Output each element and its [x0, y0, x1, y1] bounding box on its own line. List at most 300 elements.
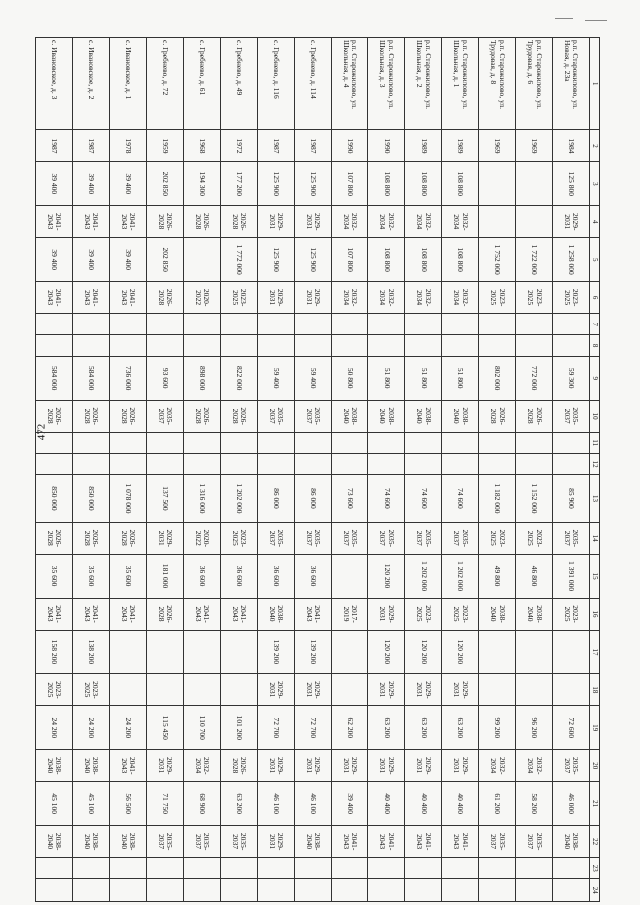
table-cell: 108 800	[368, 162, 405, 206]
table-cell: 2029-2031	[405, 750, 442, 782]
table-cell	[183, 238, 220, 282]
table-cell: 2032-2034	[479, 750, 516, 782]
table-cell	[110, 879, 147, 902]
table-cell: 2026-2028	[110, 400, 147, 432]
table-cell: 2023-2025	[516, 282, 553, 314]
table-cell: 108 800	[368, 238, 405, 282]
table-cell: 584 000	[36, 356, 73, 400]
table-cell	[479, 314, 516, 335]
table-cell: 59 400	[294, 356, 331, 400]
table-cell	[220, 858, 257, 879]
column-number: 5	[590, 238, 600, 282]
table-cell: 120 200	[442, 630, 479, 674]
table-cell	[516, 879, 553, 902]
table-cell: 2029-2031	[405, 674, 442, 706]
table-cell: 46 000	[553, 782, 590, 826]
table-row	[553, 38, 590, 902]
table-cell: 2026-2028	[516, 400, 553, 432]
table-cell	[146, 858, 183, 879]
table-cell: 51 800	[405, 356, 442, 400]
table-cell: 2029-2031	[331, 750, 368, 782]
table-cell: 202 850	[146, 162, 183, 206]
table-cell	[479, 432, 516, 453]
column-number: 18	[590, 674, 600, 706]
table-cell: 898 000	[183, 356, 220, 400]
table-cell	[553, 630, 590, 674]
table-cell: 108 800	[405, 238, 442, 282]
table-row	[479, 38, 516, 902]
table-cell	[220, 335, 257, 356]
table-cell	[479, 206, 516, 238]
table-cell	[146, 674, 183, 706]
table-cell: 1969	[479, 130, 516, 162]
table-cell: 2032-2034	[331, 282, 368, 314]
table-cell: 2035-2037	[553, 400, 590, 432]
table-cell: 2038-2040	[368, 400, 405, 432]
table-cell: 1 202 000	[220, 475, 257, 522]
table-cell: 2023-2025	[220, 282, 257, 314]
table-cell: 2029-2031	[257, 826, 294, 858]
table-cell: 2029-2031	[146, 522, 183, 554]
table-cell	[331, 314, 368, 335]
table-cell: 2029-2031	[368, 674, 405, 706]
table-cell: 1 202 000	[442, 554, 479, 598]
table-cell	[479, 858, 516, 879]
table-cell: 2038-2040	[36, 750, 73, 782]
table-cell: 2035-2037	[405, 522, 442, 554]
table-cell: 2035-2037	[294, 400, 331, 432]
table-cell	[368, 879, 405, 902]
table-cell: 2041-2043	[442, 826, 479, 858]
table-cell: 120 200	[405, 630, 442, 674]
table-cell: 45 100	[73, 782, 110, 826]
table-cell: 2038-2040	[479, 598, 516, 630]
table-cell	[442, 335, 479, 356]
table-cell	[183, 453, 220, 474]
table-row	[257, 38, 294, 902]
table-cell: 2020-2022	[183, 282, 220, 314]
table-cell: 63 200	[368, 706, 405, 750]
table-cell	[331, 674, 368, 706]
table-cell: 99 200	[479, 706, 516, 750]
address-cell: р.п. Старожилово, ул. Школьная, д. 2	[405, 38, 442, 130]
table-cell	[110, 453, 147, 474]
table-cell: 1987	[257, 130, 294, 162]
table-cell: 68 900	[183, 782, 220, 826]
table-cell: 56 500	[110, 782, 147, 826]
table-cell: 2038-2040	[553, 826, 590, 858]
table-cell: 39 400	[110, 238, 147, 282]
table-cell: 51 800	[442, 356, 479, 400]
table-cell: 2026-2028	[183, 400, 220, 432]
table-cell: 2035-2037	[553, 522, 590, 554]
table-cell	[110, 674, 147, 706]
page-number: 472	[35, 423, 48, 441]
table-cell	[331, 432, 368, 453]
table-cell	[220, 879, 257, 902]
table-cell	[257, 335, 294, 356]
table-cell: 2029-2031	[442, 750, 479, 782]
table-cell	[405, 858, 442, 879]
table-cell: 2023-2025	[220, 522, 257, 554]
table-cell: 2023-2025	[479, 522, 516, 554]
table-cell: 2023-2025	[553, 598, 590, 630]
table-cell: 35 600	[73, 554, 110, 598]
table-cell	[516, 674, 553, 706]
table-cell	[146, 314, 183, 335]
table-cell: 86 000	[257, 475, 294, 522]
table-cell: 2029-2031	[257, 282, 294, 314]
address-cell: р.п. Старожилово, ул. Новая, д. 23а	[553, 38, 590, 130]
table-cell	[405, 879, 442, 902]
column-number-row	[590, 38, 600, 902]
table-cell: 2041-2043	[183, 598, 220, 630]
table-cell: 1987	[36, 130, 73, 162]
table-cell: 46 100	[294, 782, 331, 826]
address-cell: с. Гребнево, д. 49	[220, 38, 257, 130]
table-cell: 2038-2040	[294, 826, 331, 858]
table-cell: 1 391 000	[553, 554, 590, 598]
table-cell: 2041-2043	[294, 598, 331, 630]
table-cell: 2029-2031	[146, 750, 183, 782]
table-cell	[73, 335, 110, 356]
column-number: 2	[590, 130, 600, 162]
address-cell: р.п. Старожилово, ул. Трудовая, д. 8	[479, 38, 516, 130]
table-cell: 2038-2040	[257, 598, 294, 630]
table-cell: 107 800	[331, 238, 368, 282]
table-cell: 2041-2043	[110, 282, 147, 314]
table-cell: 40 400	[405, 782, 442, 826]
column-number: 4	[590, 206, 600, 238]
column-number: 3	[590, 162, 600, 206]
table-cell	[516, 162, 553, 206]
table-cell	[183, 314, 220, 335]
table-cell	[183, 630, 220, 674]
table-cell: 2026-2028	[146, 598, 183, 630]
table-cell: 40 400	[368, 782, 405, 826]
table-cell: 1989	[405, 130, 442, 162]
table-cell: 2026-2028	[73, 400, 110, 432]
table-cell: 2026-2028	[220, 400, 257, 432]
column-number: 12	[590, 453, 600, 474]
address-cell: с. Ивановское, д. 3	[36, 38, 73, 130]
table-cell	[110, 314, 147, 335]
rotated-page	[35, 37, 600, 902]
table-cell: 2029-2031	[368, 598, 405, 630]
column-number: 1	[590, 38, 600, 130]
table-cell	[110, 858, 147, 879]
table-cell: 2029-2031	[294, 282, 331, 314]
table-cell: 108 800	[442, 162, 479, 206]
table-cell	[220, 630, 257, 674]
table-cell: 1 752 000	[479, 238, 516, 282]
table-cell	[368, 314, 405, 335]
column-number: 15	[590, 554, 600, 598]
table-cell	[73, 879, 110, 902]
table-cell	[146, 335, 183, 356]
table-cell: 115 450	[146, 706, 183, 750]
address-cell: с. Ивановское, д. 2	[73, 38, 110, 130]
table-cell: 2035-2037	[553, 750, 590, 782]
table-cell: 1959	[146, 130, 183, 162]
table-row	[294, 38, 331, 902]
table-cell	[73, 432, 110, 453]
table-cell: 2032-2034	[442, 282, 479, 314]
column-number: 10	[590, 400, 600, 432]
table-cell: 2041-2043	[73, 282, 110, 314]
address-cell: р.п. Старожилово, ул. Школьная, д. 3	[368, 38, 405, 130]
table-cell	[516, 335, 553, 356]
address-cell: р.п. Старожилово, ул. Школьная, д. 1	[442, 38, 479, 130]
table-cell: 2041-2043	[73, 206, 110, 238]
column-number: 21	[590, 782, 600, 826]
table-cell: 2026-2028	[220, 206, 257, 238]
table-cell: 1 202 000	[405, 554, 442, 598]
table-cell: 1987	[73, 130, 110, 162]
table-cell: 802 000	[479, 356, 516, 400]
table-cell: 2029-2031	[553, 206, 590, 238]
table-cell: 107 800	[331, 162, 368, 206]
table-cell: 2041-2043	[73, 598, 110, 630]
scan-mark	[585, 20, 607, 21]
table-cell: 2032-2034	[183, 750, 220, 782]
table-cell: 2029-2031	[257, 750, 294, 782]
table-cell: 1984	[553, 130, 590, 162]
table-cell: 125 900	[257, 162, 294, 206]
table-cell: 36 600	[294, 554, 331, 598]
table-cell: 2023-2025	[479, 282, 516, 314]
table-cell: 2038-2040	[516, 598, 553, 630]
table-row	[220, 38, 257, 902]
table-cell: 96 200	[516, 706, 553, 750]
table-cell: 2020-2022	[183, 522, 220, 554]
table-cell	[183, 858, 220, 879]
table-cell: 50 800	[331, 356, 368, 400]
column-number: 6	[590, 282, 600, 314]
table-cell: 101 200	[220, 706, 257, 750]
address-cell: с. Гребнево, д. 72	[146, 38, 183, 130]
table-cell: 46 800	[516, 554, 553, 598]
table-cell: 39 400	[73, 238, 110, 282]
table-cell: 71 750	[146, 782, 183, 826]
table-cell: 1990	[368, 130, 405, 162]
address-cell: с. Ивановское, д. 1	[110, 38, 147, 130]
table-cell: 24 200	[110, 706, 147, 750]
table-cell	[405, 314, 442, 335]
table-cell: 120 200	[368, 630, 405, 674]
table-cell: 2032-2034	[331, 206, 368, 238]
table-cell: 2041-2043	[110, 598, 147, 630]
table-cell: 35 600	[36, 554, 73, 598]
table-cell: 72 600	[553, 706, 590, 750]
table-cell: 2032-2034	[405, 282, 442, 314]
column-number: 11	[590, 432, 600, 453]
column-number: 9	[590, 356, 600, 400]
table-cell	[220, 432, 257, 453]
table-cell	[36, 858, 73, 879]
table-cell: 35 600	[110, 554, 147, 598]
table-cell: 822 000	[220, 356, 257, 400]
table-cell: 108 800	[405, 162, 442, 206]
table-cell: 177 200	[220, 162, 257, 206]
table-cell: 59 400	[257, 356, 294, 400]
table-cell: 2032-2034	[405, 206, 442, 238]
table-cell	[331, 858, 368, 879]
table-cell: 2038-2040	[110, 826, 147, 858]
table-cell: 1968	[183, 130, 220, 162]
table-cell: 86 000	[294, 475, 331, 522]
table-cell	[368, 858, 405, 879]
table-cell	[516, 432, 553, 453]
table-cell	[110, 432, 147, 453]
table-cell	[294, 314, 331, 335]
table-row	[368, 38, 405, 902]
table-cell: 2023-2025	[442, 598, 479, 630]
table-cell	[442, 432, 479, 453]
table-cell: 138 200	[73, 630, 110, 674]
table-cell	[479, 674, 516, 706]
table-cell: 24 200	[36, 706, 73, 750]
table-cell	[516, 453, 553, 474]
table-cell: 45 100	[36, 782, 73, 826]
table-cell: 74 600	[405, 475, 442, 522]
table-cell: 2035-2037	[146, 400, 183, 432]
table-cell: 850 000	[73, 475, 110, 522]
table-cell: 1989	[442, 130, 479, 162]
address-cell: с. Гребнево, д. 114	[294, 38, 331, 130]
table-cell	[257, 432, 294, 453]
address-cell: р.п. Старожилово, ул. Трудовая, д. 6	[516, 38, 553, 130]
table-cell: 2026-2028	[220, 750, 257, 782]
table-cell: 1 772 000	[220, 238, 257, 282]
table-cell: 2041-2043	[220, 598, 257, 630]
table-cell: 73 600	[331, 475, 368, 522]
table-row	[405, 38, 442, 902]
table-cell: 2041-2043	[368, 826, 405, 858]
column-number: 23	[590, 858, 600, 879]
table-cell: 202 850	[146, 238, 183, 282]
table-cell	[553, 314, 590, 335]
table-row	[73, 38, 110, 902]
table-cell	[553, 432, 590, 453]
column-number: 8	[590, 335, 600, 356]
table-cell	[405, 432, 442, 453]
table-cell: 2035-2037	[257, 400, 294, 432]
table-cell: 2035-2037	[220, 826, 257, 858]
table-cell: 2032-2034	[368, 282, 405, 314]
table-cell	[553, 453, 590, 474]
table-cell	[442, 314, 479, 335]
table-cell: 62 200	[331, 706, 368, 750]
table-cell	[442, 858, 479, 879]
table-cell: 2029-2031	[257, 206, 294, 238]
table-cell	[146, 432, 183, 453]
table-cell: 2035-2037	[294, 522, 331, 554]
table-cell: 49 800	[479, 554, 516, 598]
table-cell	[257, 858, 294, 879]
table-cell	[516, 858, 553, 879]
table-cell: 36 600	[257, 554, 294, 598]
table-cell: 2032-2034	[368, 206, 405, 238]
table-cell	[368, 335, 405, 356]
table-row	[36, 38, 73, 902]
table-cell	[442, 879, 479, 902]
table-cell	[73, 858, 110, 879]
table-row	[442, 38, 479, 902]
table-cell	[110, 630, 147, 674]
table-cell: 2023-2025	[36, 674, 73, 706]
table-cell: 61 200	[479, 782, 516, 826]
table-cell: 2035-2037	[516, 826, 553, 858]
column-number: 13	[590, 475, 600, 522]
table-cell: 2026-2028	[110, 522, 147, 554]
table-cell	[331, 453, 368, 474]
table-cell: 850 000	[36, 475, 73, 522]
table-cell	[516, 206, 553, 238]
table-cell: 39 400	[36, 162, 73, 206]
table-cell: 2026-2028	[36, 400, 73, 432]
table-cell: 2041-2043	[405, 826, 442, 858]
column-number: 20	[590, 750, 600, 782]
table-cell: 2029-2031	[368, 750, 405, 782]
table-cell: 139 200	[257, 630, 294, 674]
table-cell: 2041-2043	[110, 206, 147, 238]
table-cell: 2029-2031	[257, 674, 294, 706]
table-cell: 1 316 000	[183, 475, 220, 522]
table-cell: 2035-2037	[183, 826, 220, 858]
column-number: 24	[590, 879, 600, 902]
table-cell	[146, 879, 183, 902]
table-cell: 1 258 000	[553, 238, 590, 282]
table-cell	[257, 879, 294, 902]
table-cell: 2032-2034	[442, 206, 479, 238]
table-cell: 2035-2037	[479, 826, 516, 858]
table-cell	[220, 314, 257, 335]
table-cell: 59 300	[553, 356, 590, 400]
table-cell	[553, 879, 590, 902]
table-cell: 2038-2040	[73, 826, 110, 858]
table-cell: 2035-2037	[442, 522, 479, 554]
table-cell: 72 700	[294, 706, 331, 750]
table-cell: 158 200	[36, 630, 73, 674]
table-cell: 2026-2028	[146, 282, 183, 314]
table-cell: 2026-2028	[73, 522, 110, 554]
table-cell	[294, 335, 331, 356]
table-cell: 2041-2043	[36, 598, 73, 630]
table-cell: 181 000	[146, 554, 183, 598]
table-cell: 2029-2031	[294, 750, 331, 782]
table-cell: 74 600	[368, 475, 405, 522]
table-cell	[146, 453, 183, 474]
table-cell	[110, 335, 147, 356]
table-cell	[36, 879, 73, 902]
table-cell: 1987	[294, 130, 331, 162]
table-cell: 2017-2019	[331, 598, 368, 630]
column-number: 22	[590, 826, 600, 858]
table-cell	[294, 858, 331, 879]
table-cell	[479, 453, 516, 474]
table-cell: 2029-2031	[294, 206, 331, 238]
table-cell: 2035-2037	[257, 522, 294, 554]
table-cell: 2029-2031	[442, 674, 479, 706]
table-cell: 46 100	[257, 782, 294, 826]
table-cell	[220, 674, 257, 706]
table-cell	[368, 453, 405, 474]
table-cell: 2041-2043	[36, 206, 73, 238]
column-number: 17	[590, 630, 600, 674]
scan-mark	[555, 18, 573, 19]
table-cell	[257, 314, 294, 335]
